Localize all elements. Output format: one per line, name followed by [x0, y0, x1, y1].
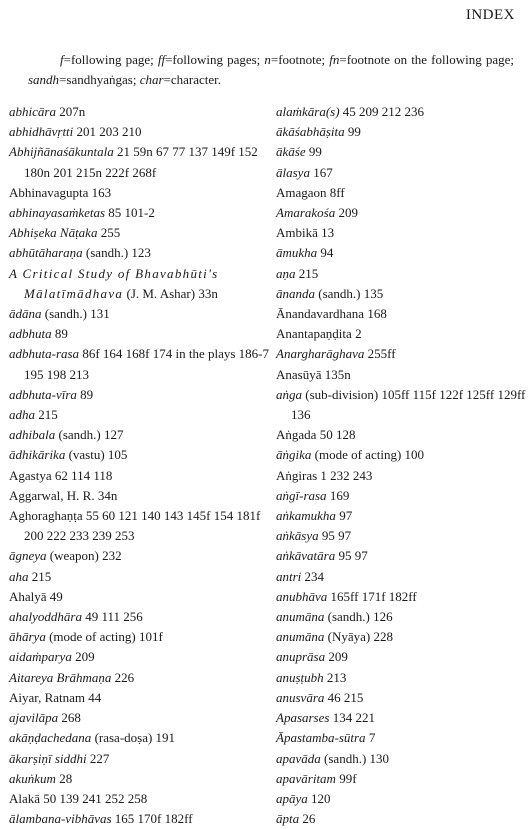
index-term: ahalyoddhāra: [9, 609, 82, 625]
index-term: abhinayasaṁketas: [9, 205, 106, 221]
page-references: 120: [307, 790, 331, 806]
index-entry: [276, 445, 526, 465]
page-references: (sandh.) 126: [324, 609, 393, 625]
page-references: 207n: [55, 104, 86, 119]
index-entry: [9, 708, 271, 728]
page-references: 215: [295, 265, 319, 281]
legend-part: =sandhyaṅgas;: [59, 72, 140, 87]
index-entry: [9, 749, 271, 769]
index-term: ālasya: [276, 164, 310, 180]
page-references: 201 203 210: [73, 124, 142, 140]
index-term: Aggarwal, H. R.: [9, 487, 95, 503]
index-entry: [9, 223, 271, 243]
index-term: ākāśabhāṣita: [276, 124, 345, 140]
index-entry: [276, 284, 526, 304]
index-term: Alakā: [9, 790, 41, 806]
index-entry: [276, 769, 526, 789]
page-references: 28: [55, 770, 73, 786]
page-references: 99f: [335, 770, 357, 786]
index-term: adha: [9, 407, 35, 423]
index-term: anusvāra: [276, 689, 325, 705]
page-references: 34n: [94, 487, 118, 503]
index-term: ādhikārika: [9, 447, 66, 463]
page-references: 89: [51, 326, 68, 342]
index-entry: [276, 809, 526, 829]
index-entry: [9, 769, 271, 789]
legend-part: =footnote on the following page;: [339, 52, 514, 67]
page-references: 95 97: [318, 528, 352, 544]
index-term: adbhuta: [9, 326, 52, 342]
index-term: Aitareya Brāhmaṇa: [9, 669, 112, 685]
index-entry: [9, 546, 271, 566]
page-references: 227: [86, 750, 110, 766]
index-term: ākarṣiṇī siddhi: [9, 750, 87, 766]
page-references: 167: [309, 164, 333, 180]
index-entry: [276, 587, 526, 607]
index-term: Anargharāghava: [276, 346, 365, 362]
index-term: abhidhāvṛtti: [9, 124, 74, 140]
abbreviation-legend: [28, 50, 514, 90]
page-references: 50 128: [316, 427, 356, 443]
index-term: Ānandavardhana: [276, 306, 365, 322]
index-entry: [276, 344, 526, 364]
page-references: (sandh.) 131: [41, 306, 110, 322]
index-entry: [276, 506, 526, 526]
index-entry: [9, 142, 271, 182]
index-entry: [9, 405, 271, 425]
index-term: akuṅkum: [9, 770, 56, 786]
index-entry: [276, 647, 526, 667]
legend-part: =footnote;: [270, 52, 330, 67]
index-entry: [276, 627, 526, 647]
page-references: (Nyāya) 228: [324, 629, 393, 645]
page-references: 255: [97, 225, 121, 241]
index-entry: [9, 809, 271, 829]
index-entry: [276, 183, 526, 203]
legend-part: ff: [157, 52, 166, 67]
index-entry: [9, 385, 271, 405]
index-entry: [276, 223, 526, 243]
index-term: akāṇḍachedana: [9, 730, 92, 746]
index-term: ādāna: [9, 306, 42, 322]
page-references: 26: [299, 811, 316, 827]
page-references: (mode of acting) 101f: [45, 629, 163, 645]
page-references: (mode of acting) 100: [311, 447, 425, 463]
index-entry: [276, 789, 526, 809]
index-term: Aghoraghaṇṭa: [9, 508, 83, 524]
index-term: anubhāva: [276, 588, 328, 604]
page-references: 255ff: [364, 346, 396, 362]
page-references: 209: [325, 649, 348, 665]
index-entry: [9, 466, 271, 486]
index-entry: [9, 102, 271, 122]
index-term: Agastya: [9, 467, 52, 483]
index-term: Anasūyā: [276, 366, 322, 382]
index-term: aṅkamukha: [276, 508, 336, 524]
page-references: 99: [344, 124, 361, 140]
index-entry: [276, 425, 526, 445]
page-references: 163: [88, 184, 112, 200]
page-references: 226: [111, 669, 135, 685]
index-term: aṅgī-rasa: [276, 487, 327, 503]
index-entry: [9, 183, 271, 203]
index-term: ākāśe: [276, 144, 306, 160]
page-references: (J. M. Ashar) 33n: [123, 285, 218, 301]
index-term: A Critical Study of Bhavabhūti's Mālatīmādhava: [9, 265, 219, 301]
index-term: aṅkāvatāra: [276, 548, 336, 564]
page-references: 213: [323, 669, 347, 685]
index-entry: [9, 243, 271, 263]
index-entry: [276, 728, 526, 748]
index-entry: [9, 647, 271, 667]
index-entry: [276, 688, 526, 708]
index-term: āhārya: [9, 629, 46, 645]
index-term: abhicāra: [9, 104, 56, 119]
page-references: 13: [317, 225, 335, 241]
index-entry: [9, 486, 271, 506]
index-term: antri: [276, 568, 302, 584]
index-entry: [9, 506, 271, 546]
page-references: 86f 164 168f 174 in the plays 186-7 195 198 213: [24, 346, 269, 382]
page-references: 165ff 171f 182ff: [327, 588, 417, 604]
index-entry: [276, 102, 526, 122]
index-entry: [9, 668, 271, 688]
index-term: apavāda: [276, 750, 321, 766]
index-entry: [9, 607, 271, 627]
index-column-left: [9, 102, 271, 829]
index-entry: [276, 567, 526, 587]
page-references: 49 111 256: [81, 609, 143, 625]
index-term: abhūtāharaṇa: [9, 245, 83, 261]
page-references: 168: [364, 306, 387, 322]
index-term: Abhinavagupta: [9, 184, 89, 200]
page-references: 268: [58, 710, 81, 726]
index-entry: [276, 163, 526, 183]
index-entry: [276, 243, 526, 263]
index-entry: [9, 264, 271, 304]
page-references: (vastu) 105: [65, 447, 128, 463]
index-column-right: [276, 102, 526, 829]
page-references: 44: [85, 689, 102, 705]
index-entry: [9, 203, 271, 223]
index-entry: [9, 567, 271, 587]
page-references: 45 209 212 236: [339, 104, 425, 119]
index-term: Ambikā: [276, 225, 318, 241]
page-header: INDEX: [465, 7, 515, 23]
index-term: Aṅgiras: [276, 467, 318, 483]
index-entry: [9, 304, 271, 324]
index-entry: [276, 142, 526, 162]
index-term: aṇa: [276, 265, 296, 281]
page-references: 7: [365, 730, 376, 746]
index-entry: [276, 546, 526, 566]
index-term: Aiyar, Ratnam: [9, 689, 86, 705]
index-entry: [276, 324, 526, 344]
index-entry: [276, 466, 526, 486]
page-references: (weapon) 232: [46, 548, 122, 564]
index-entry: [276, 122, 526, 142]
index-term: adbhuta-rasa: [9, 346, 80, 362]
index-entry: [276, 607, 526, 627]
index-entry: [276, 264, 526, 284]
index-term: aha: [9, 568, 29, 584]
index-term: Aṅgada: [276, 427, 317, 443]
index-entry: [276, 708, 526, 728]
page-references: 94: [317, 245, 334, 261]
page-references: 50 139 241 252 258: [40, 790, 148, 806]
legend-part: n: [264, 52, 271, 67]
index-term: ānanda: [276, 285, 315, 301]
index-entry: [9, 425, 271, 445]
index-term: Amagaon: [276, 184, 327, 200]
index-term: āgneya: [9, 548, 47, 564]
index-term: anumāna: [276, 609, 325, 625]
index-term: ajavilāpa: [9, 710, 59, 726]
index-entry: [276, 203, 526, 223]
legend-part: sandh: [28, 72, 60, 87]
index-entry: [9, 122, 271, 142]
index-entry: [9, 688, 271, 708]
page-references: (sub-division) 105ff 115f 122f 125ff 129ff 136: [291, 386, 526, 423]
page-references: 209: [71, 649, 95, 665]
page-references: 97: [335, 508, 353, 524]
index-entry: [9, 445, 271, 465]
index-entry: [276, 486, 526, 506]
index-entry: [9, 344, 271, 384]
page-references: (rasa-doṣa) 191: [91, 730, 176, 746]
index-term: alaṁkāra(s): [276, 104, 340, 119]
index-term: ālambana-vibhāvas: [9, 811, 112, 827]
index-term: āpta: [276, 811, 300, 827]
index-entry: [276, 304, 526, 324]
page-references: 89: [76, 386, 94, 402]
page-references: 2: [351, 326, 362, 342]
index-term: anuprāsa: [276, 649, 326, 665]
index-term: Apasarses: [276, 710, 330, 726]
index-entry: [276, 668, 526, 688]
page-references: 165 170f 182ff: [111, 811, 193, 827]
index-term: aṅkāsya: [276, 528, 319, 544]
index-entry: [276, 526, 526, 546]
page-references: 21 59n 67 77 137 149f 152 180n 201 215n 222f 268f: [24, 144, 258, 180]
index-term: aidaṁparya: [9, 649, 72, 665]
page-references: 8ff: [326, 184, 345, 200]
index-term: āmukha: [276, 245, 318, 261]
index-entry: [276, 749, 526, 769]
index-entry: [9, 789, 271, 809]
legend-part: f: [60, 52, 64, 67]
page-references: (sandh.) 130: [320, 750, 390, 766]
page-references: (sandh.) 135: [315, 285, 384, 301]
index-entry: [9, 587, 271, 607]
legend-part: =following pages;: [165, 52, 265, 67]
index-term: Ahalyā: [9, 588, 47, 604]
index-entry: [9, 728, 271, 748]
page-references: 169: [326, 487, 350, 503]
page-references: (sandh.) 127: [55, 427, 124, 443]
index-term: anuṣṭubh: [276, 669, 324, 685]
page-references: 134 221: [329, 710, 375, 726]
page-references: 234: [301, 568, 325, 584]
index-entry: [276, 365, 526, 385]
page-references: 49: [46, 588, 63, 604]
page-references: 135n: [321, 366, 351, 382]
page-references: 215: [28, 568, 52, 584]
index-term: Amarakośa: [276, 205, 336, 221]
index-term: Anantapaṇḍita: [276, 326, 352, 342]
index-term: apāya: [276, 790, 308, 806]
legend-part: char: [139, 72, 164, 87]
index-entry: [9, 324, 271, 344]
index-entry: [276, 385, 526, 425]
page-references: (sandh.) 123: [82, 245, 151, 261]
page-references: 99: [305, 144, 322, 160]
legend-part: =character.: [163, 72, 222, 87]
page-references: 55 60 121 140 143 145f 154 181f 200 222 233 239 253: [24, 508, 261, 544]
index-term: āṅgika: [276, 447, 312, 463]
page-references: 1 232 243: [317, 467, 373, 483]
index-term: adbhuta-vīra: [9, 386, 77, 402]
index-term: Āpastamba-sūtra: [276, 730, 366, 746]
page-references: 215: [35, 407, 58, 423]
index-term: Abhiṣeka Nāṭaka: [9, 225, 98, 241]
page-references: 209: [335, 205, 358, 221]
index-term: aṅga: [276, 386, 302, 402]
index-entry: [9, 627, 271, 647]
index-term: apavāritam: [276, 770, 336, 786]
index-term: Abhijñānaśākuntala: [9, 144, 114, 160]
index-term: anumāna: [276, 629, 325, 645]
legend-part: fn: [329, 52, 340, 67]
page-references: 85 101-2: [105, 205, 155, 221]
page-references: 95 97: [335, 548, 368, 564]
page-references: 62 114 118: [51, 467, 113, 483]
index-term: adhibala: [9, 427, 56, 443]
legend-part: =following page;: [63, 52, 158, 67]
page-references: 46 215: [324, 689, 364, 705]
